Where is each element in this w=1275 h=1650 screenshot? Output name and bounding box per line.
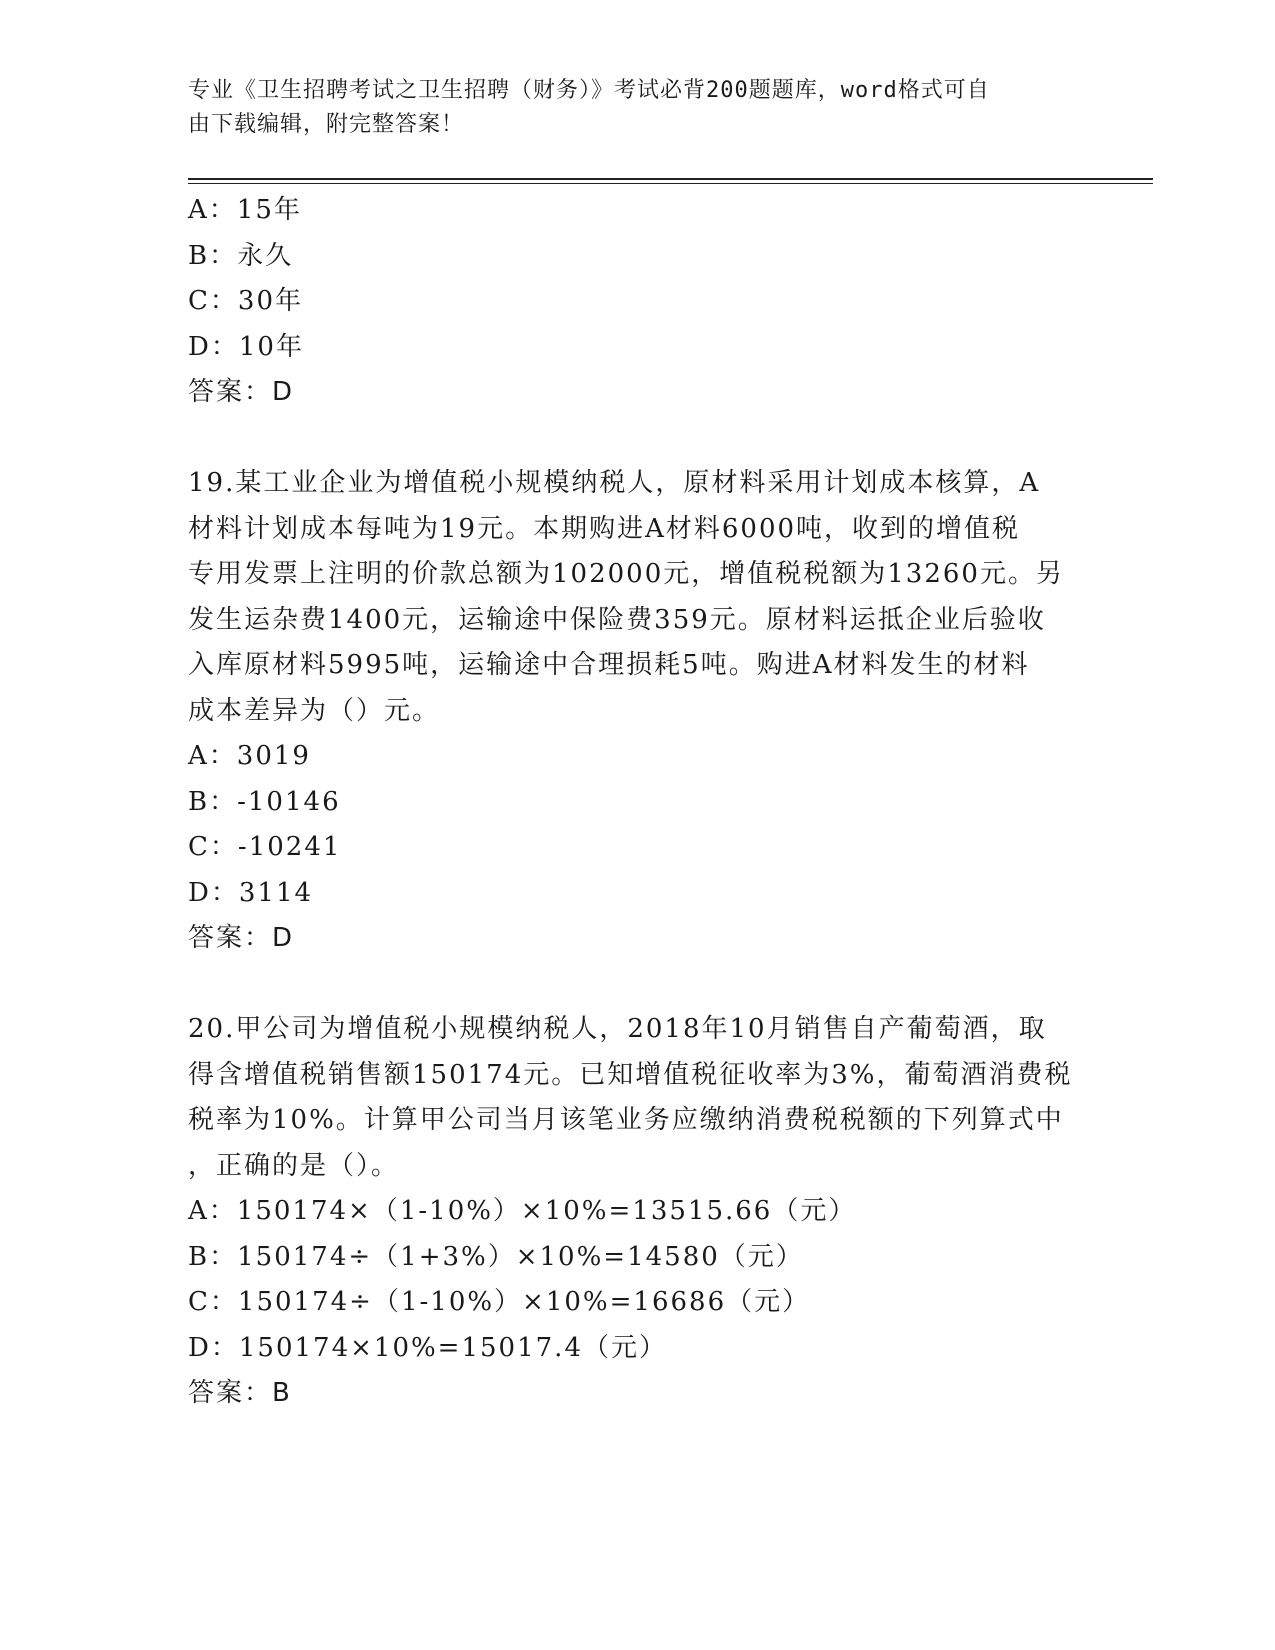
previous-question-options [188, 188, 1088, 416]
question-text-line: 成本差异为（）元。 [188, 695, 441, 726]
option-b: B：150174÷（1+3%）×10%=14580（元） [188, 1241, 804, 1272]
header-rule-thick [188, 178, 1153, 180]
header-line-2: 由下载编辑，附完整答案！ [188, 112, 465, 137]
question-text-line: 19.某工业企业为增值税小规模纳税人，原材料采用计划成本核算，A [188, 468, 1041, 498]
option-c: C：30年 [188, 286, 303, 316]
header-rule-thin [188, 183, 1153, 184]
question-text-line: 20.甲公司为增值税小规模纳税人，2018年10月销售自产葡萄酒，取 [188, 1014, 1047, 1044]
document-header [188, 74, 1068, 142]
question-text-line: 入库原材料5995吨，运输途中合理损耗5吨。购进A材料发生的材料 [188, 650, 1030, 680]
question-19 [188, 461, 1088, 962]
question-text-line: 得含增值税销售额150174元。已知增值税征收率为3%，葡萄酒消费税 [188, 1059, 1073, 1090]
option-b: B：-10146 [188, 786, 341, 817]
answer-line: 答案：B [188, 1378, 292, 1408]
question-text-line: 发生运杂费1400元，运输途中保险费359元。原材料运抵企业后验收 [188, 604, 1046, 635]
option-d: D：10年 [188, 331, 304, 362]
spacer [188, 962, 1088, 1008]
option-b: B：永久 [188, 240, 294, 271]
document-body [188, 188, 1088, 1417]
option-a: A：15年 [188, 195, 302, 225]
answer-line: 答案：D [188, 377, 295, 407]
question-text-line: 专用发票上注明的价款总额为102000元，增值税税额为13260元。另 [188, 559, 1064, 589]
option-d: D：3114 [188, 877, 314, 908]
option-d: D：150174×10%=15017.4（元） [188, 1332, 667, 1363]
question-text-line: 材料计划成本每吨为19元。本期购进A材料6000吨，收到的增值税 [188, 513, 1021, 544]
header-line-1: 专业《卫生招聘考试之卫生招聘（财务）》考试必背200题题库，word格式可自 [188, 78, 990, 103]
answer-line: 答案：D [188, 923, 295, 953]
question-text-line: 税率为10%。计算甲公司当月该笔业务应缴纳消费税税额的下列算式中 [188, 1105, 1064, 1135]
option-a: A：3019 [188, 741, 311, 771]
question-20 [188, 1007, 1088, 1417]
option-c: C：-10241 [188, 832, 342, 862]
option-a: A：150174×（1-10%）×10%=13515.66（元） [188, 1196, 857, 1226]
spacer [188, 416, 1088, 462]
question-text-line: ，正确的是（）。 [188, 1150, 400, 1181]
option-c: C：150174÷（1-10%）×10%=16686（元） [188, 1287, 811, 1317]
